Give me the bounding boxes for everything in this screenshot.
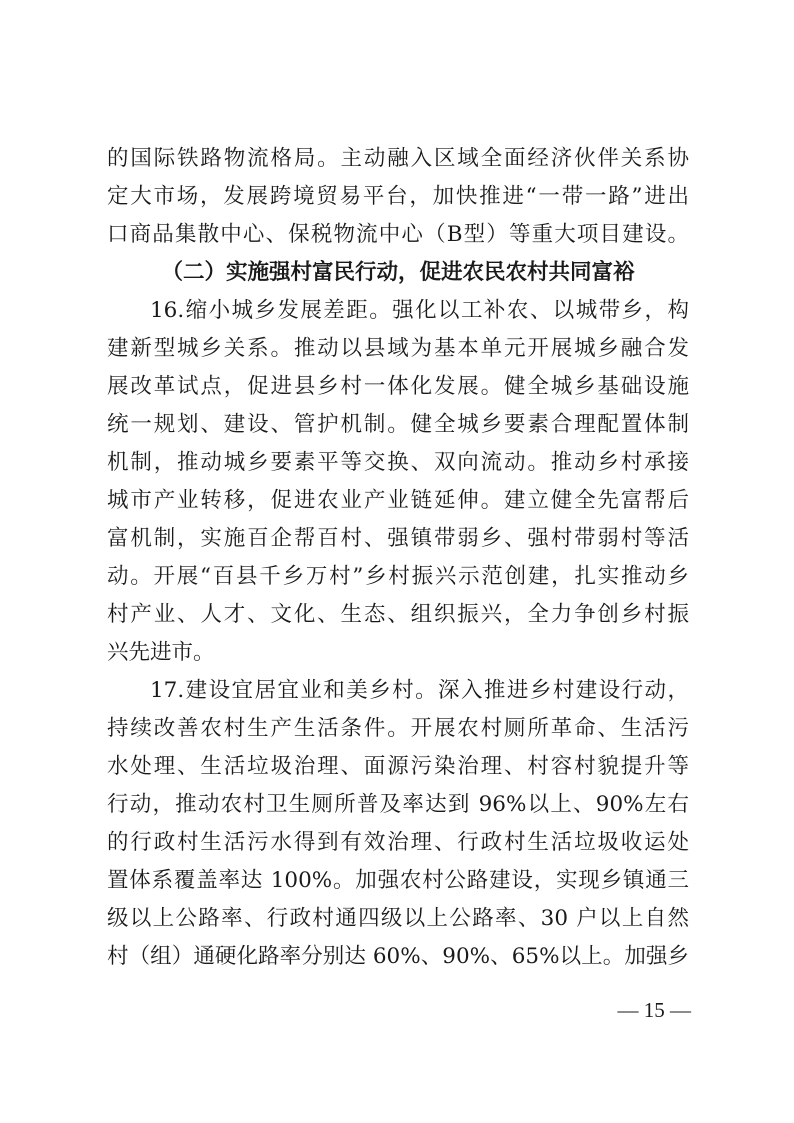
paragraph-line: 村产业、人才、文化、生态、组织振兴，全力争创乡村振 bbox=[107, 602, 689, 627]
paragraph-line: 16.缩小城乡发展差距。强化以工补农、以城带乡，构 bbox=[150, 298, 689, 323]
paragraph-line: 富机制，实施百企帮百村、强镇带弱乡、强村带弱村等活 bbox=[107, 526, 689, 551]
paragraph-line: 建新型城乡关系。推动以县域为基本单元开展城乡融合发 bbox=[107, 336, 689, 361]
section-heading: （二）实施强村富民行动，促进农民农村共同富裕 bbox=[161, 260, 635, 285]
paragraph-line: 统一规划、建设、管护机制。健全城乡要素合理配置体制 bbox=[107, 412, 689, 437]
paragraph-line: 城市产业转移，促进农业产业链延伸。建立健全先富帮后 bbox=[107, 488, 689, 513]
paragraph-line: 行动，推动农村卫生厕所普及率达到 96%以上、90%左右 bbox=[107, 792, 689, 817]
paragraph-line: 兴先进市。 bbox=[107, 640, 215, 665]
paragraph-line: 17.建设宜居宜业和美乡村。深入推进乡村建设行动， bbox=[150, 678, 689, 703]
paragraph-line: 的国际铁路物流格局。主动融入区域全面经济伙伴关系协 bbox=[107, 146, 689, 171]
paragraph-line: 口商品集散中心、保税物流中心（B型）等重大项目建设。 bbox=[107, 222, 689, 247]
paragraph-line: 机制，推动城乡要素平等交换、双向流动。推动乡村承接 bbox=[107, 450, 689, 475]
paragraph-line: 水处理、生活垃圾治理、面源污染治理、村容村貌提升等 bbox=[107, 754, 689, 779]
page-number: — 15 — bbox=[617, 998, 691, 1022]
document-body bbox=[107, 140, 689, 976]
paragraph-line: 定大市场，发展跨境贸易平台，加快推进“一带一路”进出 bbox=[107, 184, 689, 209]
paragraph-line: 置体系覆盖率达 100%。加强农村公路建设，实现乡镇通三 bbox=[107, 868, 689, 893]
paragraph-line: 展改革试点，促进县乡村一体化发展。健全城乡基础设施 bbox=[107, 374, 689, 399]
paragraph-line: 的行政村生活污水得到有效治理、行政村生活垃圾收运处 bbox=[107, 830, 689, 855]
paragraph-line: 持续改善农村生产生活条件。开展农村厕所革命、生活污 bbox=[107, 716, 689, 741]
paragraph-line: 级以上公路率、行政村通四级以上公路率、30 户以上自然 bbox=[107, 906, 689, 931]
paragraph-line: 动。开展“百县千乡万村”乡村振兴示范创建，扎实推动乡 bbox=[107, 564, 689, 589]
paragraph-line: 村（组）通硬化路率分别达 60%、90%、65%以上。加强乡 bbox=[107, 944, 689, 969]
